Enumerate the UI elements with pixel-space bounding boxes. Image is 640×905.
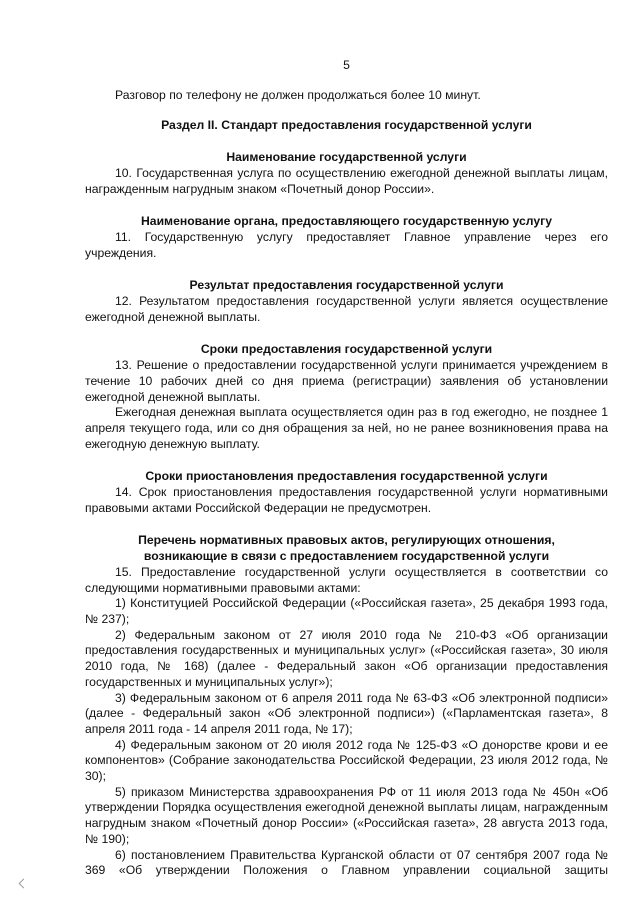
margin-mark-icon [19, 879, 29, 889]
list-item-law-210: 2) Федеральным законом от 27 июля 2010 года № 210-ФЗ «Об организации предоставления государственных и муниципальных услуг» («Российская газета», 30 июля 2010 года, № 168) (далее - Федеральный закон «Об организации предоставления государственных и муниципальных услуг»); [85, 627, 608, 689]
list-item-law-63: 3) Федеральным законом от 6 апреля 2011 года № 63-ФЗ «Об электронной подписи» (далее - Федеральный закон «Об электронной подписи») («Парламентская газета», 8 апреля 2011 года - 14 апреля 2011 года, № 17); [85, 690, 608, 736]
heading-service-name: Наименование государственной услуги [226, 150, 467, 165]
paragraph-14: 14. Срок приостановления предоставления государственной услуги нормативными правовыми актами Российской Федерации не предусмотрен. [85, 485, 608, 515]
paragraph-11: 11. Государственную услугу предоставляет Главное управление через его учреждения. [85, 229, 608, 260]
paragraph-10: 10. Государственная услуга по осуществлению ежегодной денежной выплаты лицам, награжденным нагрудным знаком «Почетный донор России». [85, 165, 608, 196]
heading-service-result: Результат предоставления государственной услуги [189, 278, 504, 293]
list-item-law-125: 4) Федеральным законом от 20 июля 2012 года № 125-ФЗ «О донорстве крови и ее компонентов» (Собрание законодательства Российской Федерации, 23 июля 2012 года, № 30); [85, 737, 608, 784]
list-item-resolution-369: 6) постановлением Правительства Курганской области от 07 сентября 2007 года № 369 «Об утверждении Положения о Главном управлении социальной защиты [85, 847, 608, 878]
paragraph-13-annual-payment: Ежегодная денежная выплата осуществляется один раз в год ежегодно, не позднее 1 апреля текущего года, или со дня обращения за ней, но не ранее возникновения права на ежегодную денежную выплату. [85, 405, 608, 451]
intro-paragraph: Разговор по телефону не должен продолжаться более 10 минут. [115, 87, 481, 102]
paragraph-15: 15. Предоставление государственной услуги осуществляется в соответствии со следующими нормативными правовыми актами: [85, 564, 608, 595]
heading-service-terms: Сроки предоставления государственной услуги [200, 342, 493, 357]
heading-legal-acts-line-1: Перечень нормативных правовых актов, регулирующих отношения, [138, 533, 555, 548]
list-item-constitution: 1) Конституцией Российской Федерации («Российская газета», 25 декабря 1993 года, № 237); [85, 596, 608, 626]
heading-providing-body: Наименование органа, предоставляющего государственную услугу [140, 214, 552, 229]
section-title: Раздел II. Стандарт предоставления государственной услуги [161, 118, 532, 133]
heading-suspension-terms: Сроки приостановления предоставления государственной услуги [145, 469, 548, 484]
paragraph-12: 12. Результатом предоставления государственной услуги является осуществление ежегодной денежной выплаты. [85, 294, 608, 324]
list-item-order-450n: 5) приказом Министерства здравоохранения РФ от 11 июля 2013 года № 450н «Об утверждении Порядка осуществления ежегодной денежной выплаты лицам, награжденным нагрудным знаком «Почетный донор России» («Российская газета», 28 августа 2013 года, № 190); [85, 784, 608, 846]
page-number: 5 [343, 58, 350, 72]
paragraph-13: 13. Решение о предоставлении государственной услуги принимается учреждением в течение 10 рабочих дней со дня приема (регистрации) заявления об установлении ежегодной денежной выплаты. [85, 358, 608, 404]
heading-legal-acts-line-2: возникающие в связи с предоставлением государственной услуги [143, 549, 550, 564]
